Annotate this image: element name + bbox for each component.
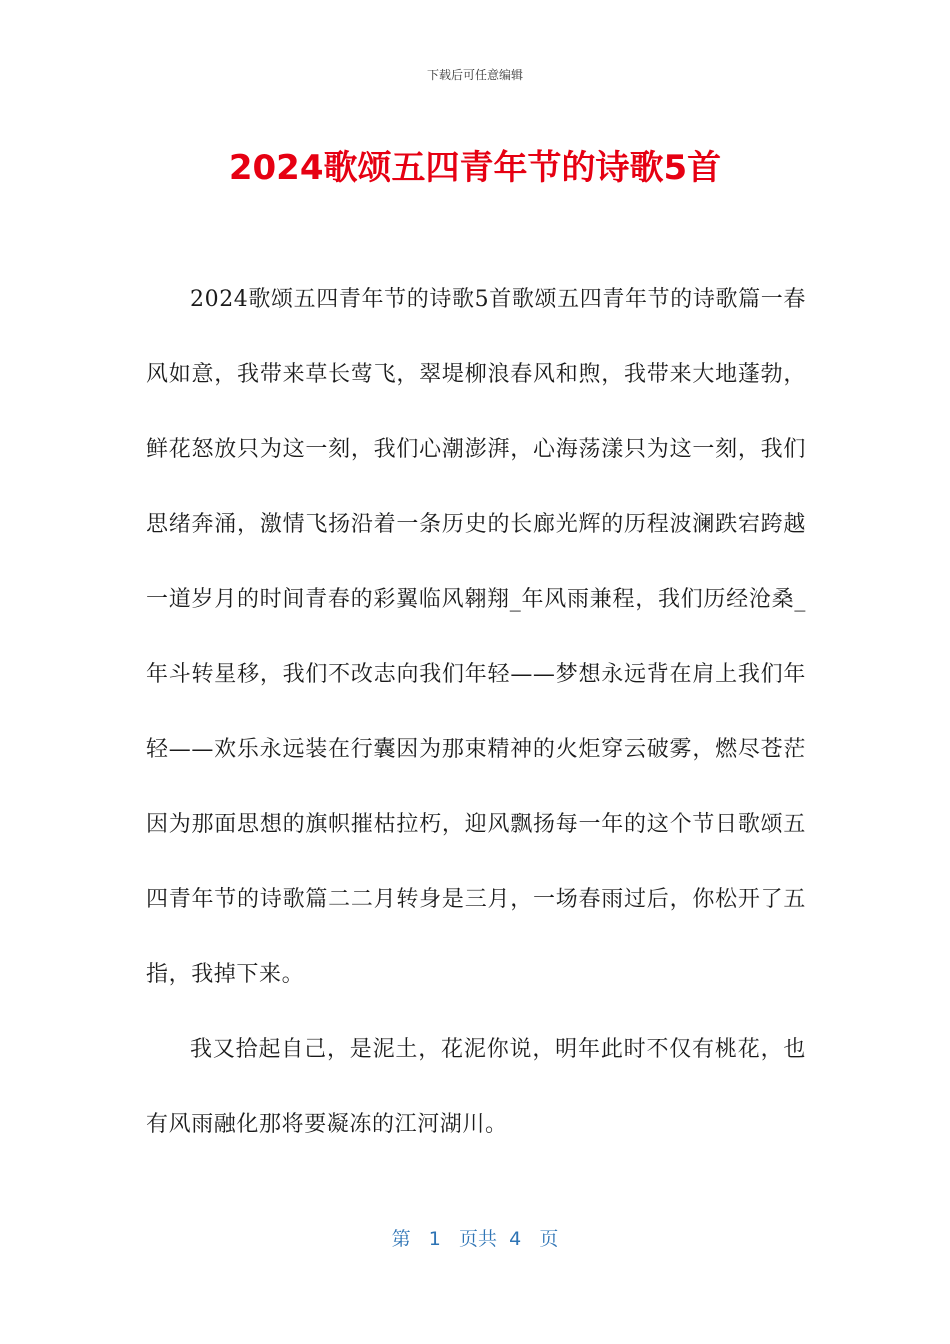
document-body xyxy=(146,262,806,1162)
current-page-number: 1 xyxy=(428,1228,441,1250)
footer-suffix: 页 xyxy=(539,1228,559,1250)
paragraph-1: 2024歌颂五四青年节的诗歌5首歌颂五四青年节的诗歌篇一春风如意，我带来草长莺飞，翠堤柳浪春风和煦，我带来大地蓬勃，鲜花怒放只为这一刻，我们心潮澎湃，心海荡漾只为这一刻，我们思绪奔涌，激情飞扬沿着一条历史的长廊光辉的历程波澜跌宕跨越一道岁月的时间青春的彩翼临风翱翔_年风雨兼程，我们历经沧桑_年斗转星移，我们不改志向我们年轻——梦想永远背在肩上我们年轻——欢乐永远装在行囊因为那束精神的火炬穿云破雾，燃尽苍茫因为那面思想的旗帜摧枯拉朽，迎风飘扬每一年的这个节日歌颂五四青年节的诗歌篇二二月转身是三月，一场春雨过后，你松开了五指，我掉下来。 xyxy=(146,287,806,987)
document-title: 2024歌颂五四青年节的诗歌5首 xyxy=(228,148,722,188)
page-footer xyxy=(0,1224,950,1251)
footer-middle: 页共 xyxy=(459,1228,498,1250)
header-note: 下载后可任意编辑 xyxy=(426,68,523,82)
paragraph-2: 我又拾起自己，是泥土，花泥你说，明年此时不仅有桃花，也有风雨融化那将要凝冻的江河湖川。 xyxy=(146,1037,806,1137)
total-pages-number: 4 xyxy=(509,1228,522,1250)
footer-prefix: 第 xyxy=(391,1228,411,1250)
